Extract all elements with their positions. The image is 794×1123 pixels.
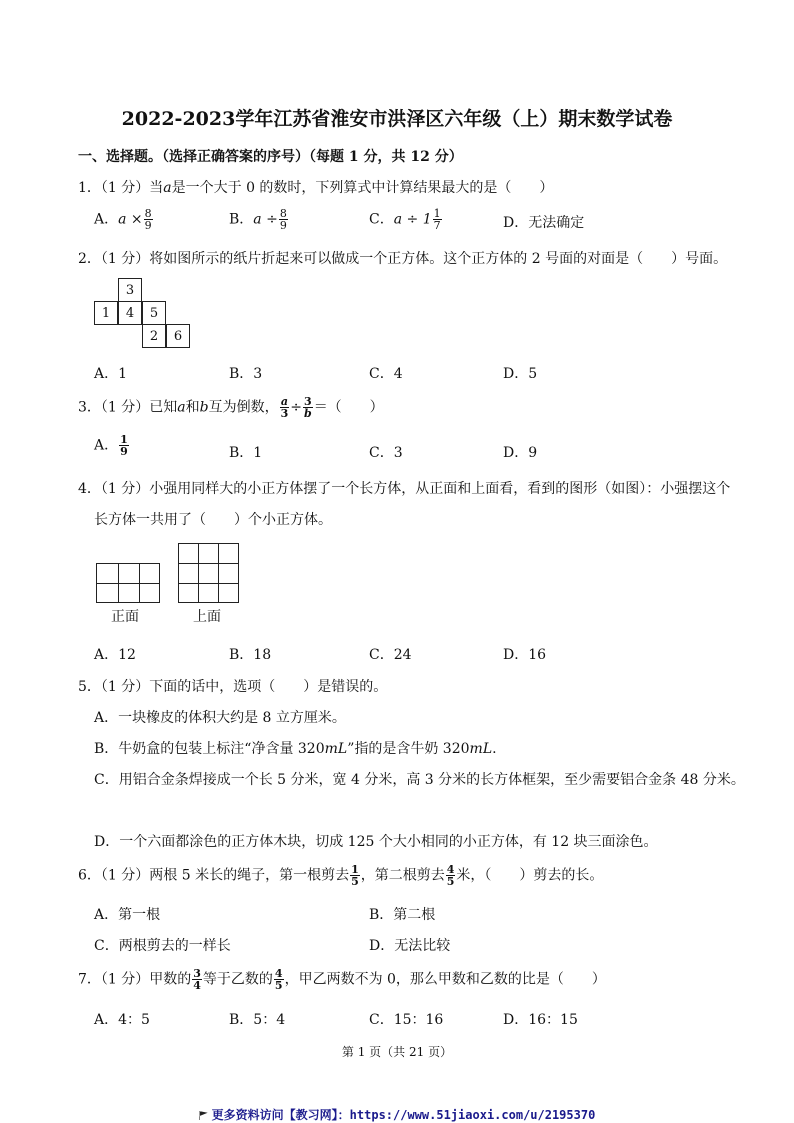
question-3-stem: 3．（1 分）已知a和b互为倒数， $\frac{a}{3}$ ÷ $\frac{3}{b}$ ＝（ ） — [78, 395, 384, 420]
question-4-stem-line1: 4．（1 分）小强用同样大的小正方体摆了一个长方体，从正面和上面看，看到的图形（如图）：小强摆这个 — [78, 481, 731, 497]
question-4-option-b[interactable]: B．18 — [229, 647, 272, 663]
question-6-option-b[interactable]: B．第二根 — [369, 907, 436, 923]
question-2-option-b[interactable]: B．3 — [229, 366, 263, 382]
question-6-option-d[interactable]: D．无法比较 — [369, 938, 451, 954]
question-7-option-b[interactable]: B．5：4 — [229, 1012, 286, 1028]
cube-net-figure — [94, 278, 194, 353]
question-5-option-b[interactable]: B．牛奶盒的包装上标注“净含量 320mL”指的是含牛奶 320mL. — [94, 741, 497, 757]
net-face: 2 — [142, 324, 166, 348]
question-3-option-b[interactable]: B．1 — [229, 445, 263, 461]
flag-icon — [199, 1111, 208, 1120]
question-2-option-c[interactable]: C．4 — [369, 366, 403, 382]
question-7-stem: 7．（1 分）甲数的 $\frac{3}{4}$ 等于乙数的 $\frac{4}{5}$ ，甲乙两数不为 0，那么甲数和乙数的比是（ ） — [78, 967, 606, 992]
question-7-option-a[interactable]: A．4：5 — [94, 1012, 150, 1028]
net-face: 3 — [118, 278, 142, 302]
question-3-option-a[interactable]: A． $\frac{1}{9}$ — [94, 433, 128, 458]
section-heading: 一、选择题。（选择正确答案的序号）（每题 1 分，共 12 分） — [78, 149, 463, 165]
question-2-option-a[interactable]: A．1 — [94, 366, 128, 382]
question-1-option-a[interactable]: A．a × $\frac{8}{9}$ — [94, 207, 152, 232]
question-6-stem: 6．（1 分）两根 5 米长的绳子，第一根剪去 $\frac{1}{5}$ ，第二根剪去 $\frac{4}{5}$ 米，（ ）剪去的长。 — [78, 863, 604, 888]
page-title: 2022-2023学年江苏省淮安市洪泽区六年级（上）期末数学试卷 — [121, 108, 673, 130]
question-5-option-a[interactable]: A．一块橡皮的体积大约是 8 立方厘米。 — [94, 710, 346, 726]
question-4-stem-line2: 长方体一共用了（ ）个小正方体。 — [94, 512, 332, 528]
question-5-stem: 5．（1 分）下面的话中，选项（ ）是错误的。 — [78, 679, 388, 695]
question-2-stem: 2．（1 分）将如图所示的纸片折起来可以做成一个正方体。这个正方体的 2 号面的对面是（ ）号面。 — [78, 251, 728, 267]
question-7-option-d[interactable]: D．16：15 — [503, 1012, 578, 1028]
promo-banner[interactable] — [0, 1106, 794, 1123]
top-view-caption: 上面 — [193, 609, 221, 625]
question-2-option-d[interactable]: D．5 — [503, 366, 538, 382]
promo-banner-text[interactable]: 更多资料访问【教习网】：https://www.51jiaoxi.com/u/2195370 — [211, 1108, 596, 1122]
page-number-footer: 第 1 页（共 21 页） — [341, 1045, 453, 1059]
question-3-option-d[interactable]: D．9 — [503, 445, 538, 461]
net-face: 1 — [94, 301, 118, 325]
net-face: 6 — [166, 324, 190, 348]
front-view-caption: 正面 — [111, 609, 139, 625]
net-face: 4 — [118, 301, 142, 325]
question-6-option-a[interactable]: A．第一根 — [94, 907, 161, 923]
question-1-option-c[interactable]: C．a ÷ 1 $\frac{1}{7}$ — [369, 207, 441, 232]
question-1-stem: 1．（1 分）当a是一个大于 0 的数时，下列算式中计算结果最大的是（ ） — [78, 180, 554, 196]
net-face: 5 — [142, 301, 166, 325]
question-5-option-d[interactable]: D．一个六面都涂色的正方体木块，切成 125 个大小相同的小正方体，有 12 块三面涂色。 — [94, 834, 658, 850]
question-1-option-d[interactable]: D．无法确定 — [503, 215, 585, 231]
top-view-figure — [178, 543, 239, 603]
question-4-option-c[interactable]: C．24 — [369, 647, 412, 663]
question-1-option-b[interactable]: B．a ÷ $\frac{8}{9}$ — [229, 207, 287, 232]
question-5-option-c[interactable]: C．用铝合金条焊接成一个长 5 分米，宽 4 分米，高 3 分米的长方体框架，至少需要铝合金条 48 分米。 — [94, 772, 745, 788]
question-6-option-c[interactable]: C．两根剪去的一样长 — [94, 938, 231, 954]
question-7-option-c[interactable]: C．15：16 — [369, 1012, 444, 1028]
question-4-option-d[interactable]: D．16 — [503, 647, 547, 663]
question-3-option-c[interactable]: C．3 — [369, 445, 403, 461]
question-4-option-a[interactable]: A．12 — [94, 647, 136, 663]
front-view-figure — [96, 563, 160, 603]
